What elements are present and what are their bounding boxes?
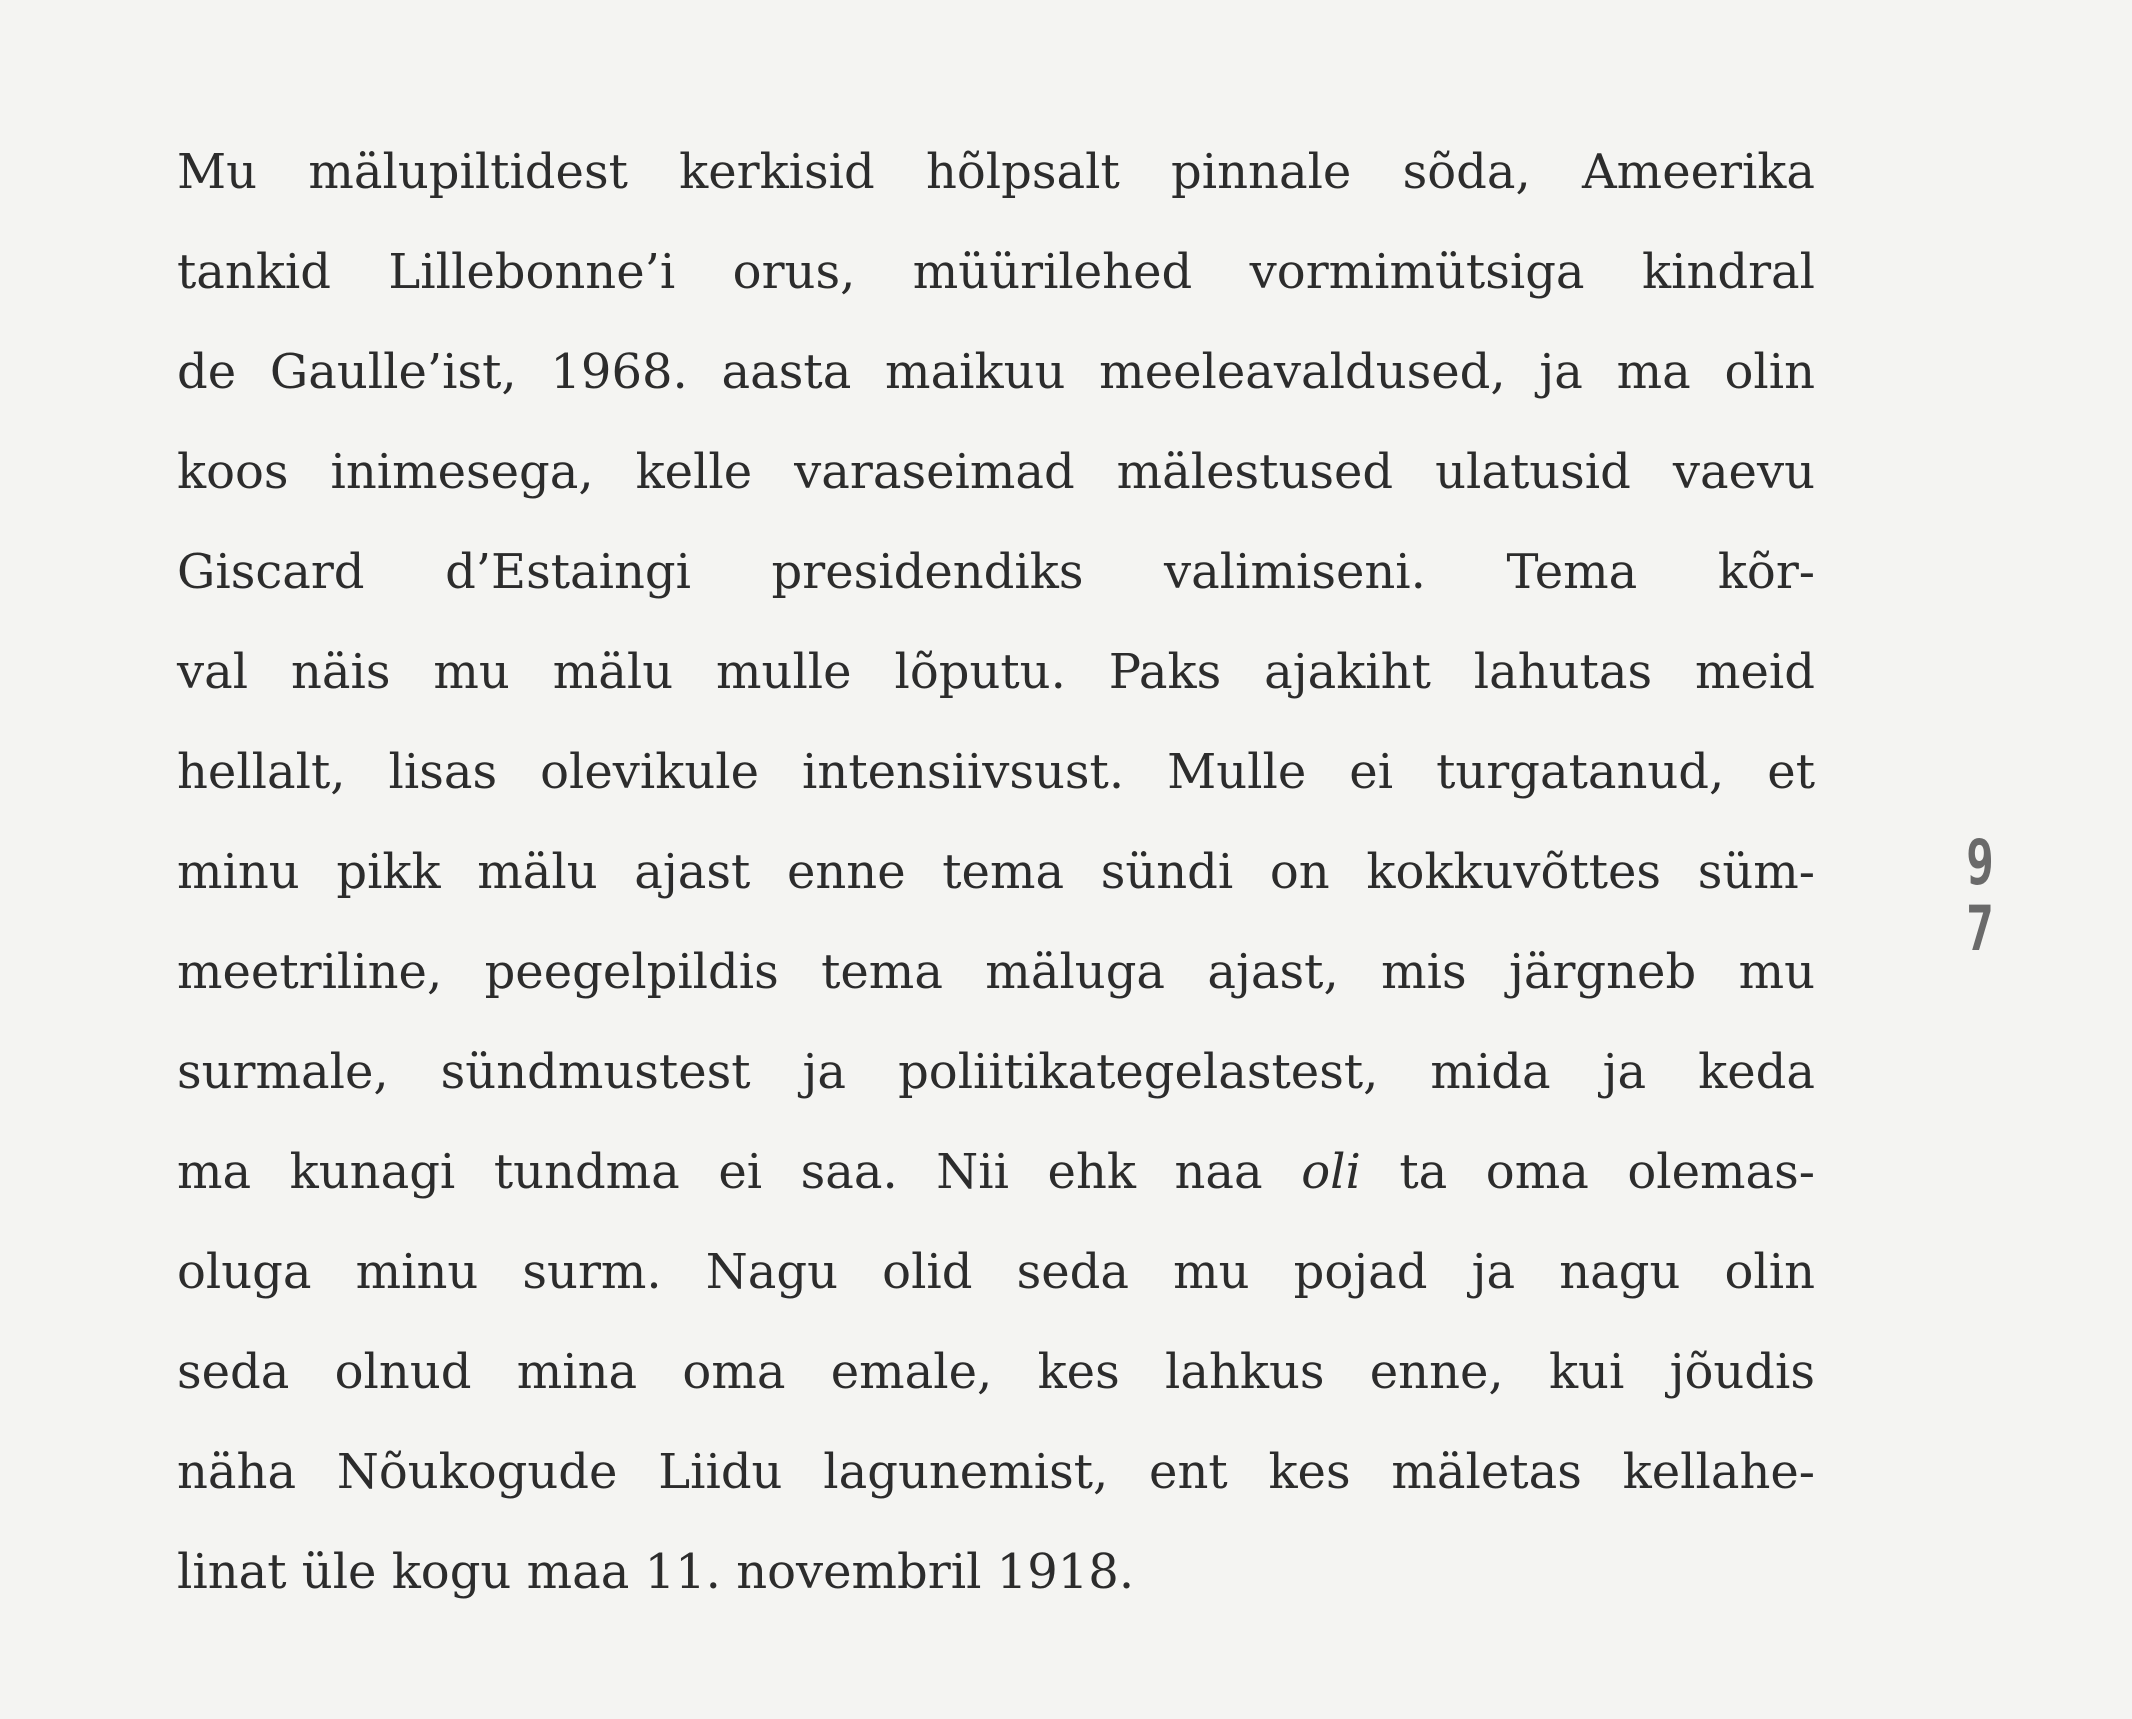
page-number: [1955, 826, 2005, 965]
italic-word: oli: [1301, 1144, 1361, 1200]
text-line-3: de Gaulle’ist, 1968. aasta maikuu meeleavaldused, ja ma olin: [177, 344, 1815, 400]
text-line-5: Giscard d’Estaingi presidendiks valimiseni. Tema kõr-: [177, 544, 1815, 600]
text-line-7: hellalt, lisas olevikule intensiivsust. Mulle ei turgatanud, et: [177, 744, 1815, 800]
text-line-1: Mu mälupiltidest kerkisid hõlpsalt pinnale sõda, Ameerika: [177, 144, 1815, 200]
text-line-2: tankid Lillebonne’i orus, müürilehed vormimütsiga kindral: [177, 244, 1815, 300]
text-line-14: näha Nõukogude Liidu lagunemist, ent kes mäletas kellahe-: [177, 1444, 1815, 1500]
body-paragraph: [177, 122, 1815, 1622]
text-line-12: oluga minu surm. Nagu olid seda mu pojad ja nagu olin: [177, 1244, 1815, 1300]
text-line-11: [177, 1122, 1815, 1222]
text-line-8: minu pikk mälu ajast enne tema sündi on kokkuvõttes süm-: [177, 844, 1815, 900]
text-line-11-end: ta oma olemas-: [1399, 1144, 1815, 1200]
text-line-11-start: ma kunagi tundma ei saa. Nii ehk naa: [177, 1144, 1263, 1200]
page-number-digit-2: 7: [1965, 892, 1994, 965]
page-number-digit-1: 9: [1965, 826, 1994, 899]
text-line-10: surmale, sündmustest ja poliitikategelastest, mida ja keda: [177, 1044, 1815, 1100]
text-line-6: val näis mu mälu mulle lõputu. Paks ajakiht lahutas meid: [177, 644, 1815, 700]
text-line-13: seda olnud mina oma emale, kes lahkus enne, kui jõudis: [177, 1344, 1815, 1400]
text-line-9: meetriline, peegelpildis tema mäluga ajast, mis järgneb mu: [177, 944, 1815, 1000]
text-line-4: koos inimesega, kelle varaseimad mälestused ulatusid vaevu: [177, 444, 1815, 500]
text-line-15: linat üle kogu maa 11. novembril 1918.: [177, 1544, 1135, 1600]
